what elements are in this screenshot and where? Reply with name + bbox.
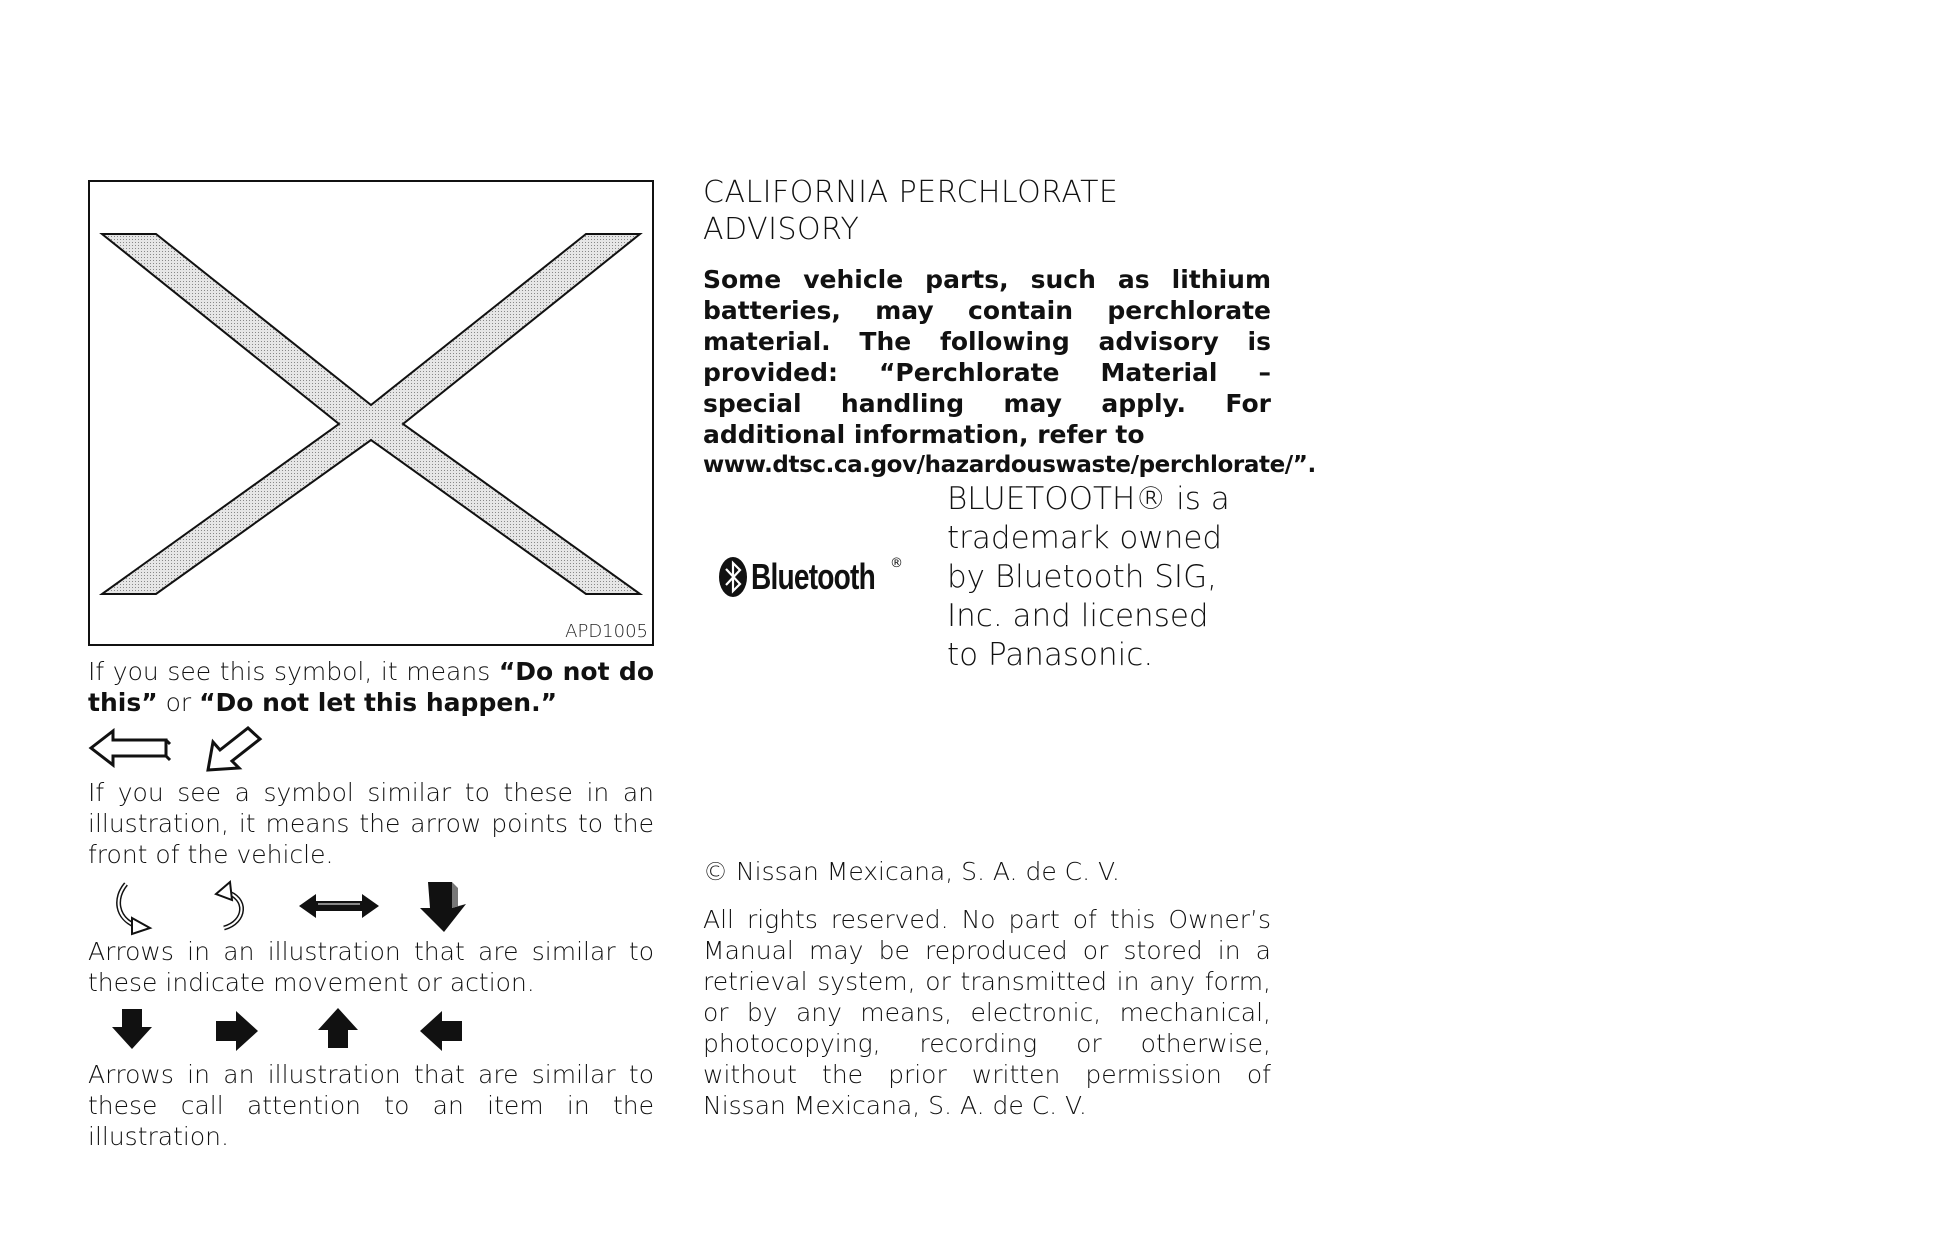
movement-arrow-paragraph: Arrows in an illustration that are similar to these indicate movement or action. — [88, 937, 654, 997]
copyright-notice: © Nissan Mexicana, S. A. de C. V. — [703, 857, 1120, 886]
x-prohibition-icon — [90, 182, 652, 644]
rotate-arrow-icon — [208, 880, 252, 936]
arrow-up-icon — [316, 1006, 360, 1050]
front-arrow-paragraph: If you see a symbol similar to these in an illustration, it means the arrow points to the front of the vehicle. — [88, 778, 654, 869]
attention-arrow-paragraph: Arrows in an illustration that are similar to these call attention to an item in the illustration. — [88, 1060, 654, 1151]
do-not-paragraph: If you see this symbol, it means “Do not do this” or “Do not let this happen.” — [88, 657, 654, 717]
arrow-right-icon — [214, 1010, 260, 1052]
rights-paragraph: All rights reserved. No part of this Owner’s Manual may be reproduced or stored in a retrieval system, or transmitted in any form, or by any means, electronic, mechanical, photocopying, recording or otherwise, without the prior written permission of Nissan Mexicana, S. A. de C. V. — [703, 905, 1271, 1120]
do-not-symbol-figure — [88, 180, 654, 646]
bluetooth-trademark-notice: BLUETOOTH® is a trademark owned by Bluetooth SIG, Inc. and licensed to Panasonic. — [947, 481, 1230, 673]
down-movement-arrow-icon — [418, 878, 470, 936]
arrow-left-icon — [418, 1010, 464, 1052]
curved-arrow-icon — [112, 880, 156, 936]
advisory-url: www.dtsc.ca.gov/hazardouswaste/perchlorate/”. — [703, 452, 1316, 478]
front-arrow-diagonal-icon — [204, 724, 266, 774]
front-arrow-left-icon — [88, 728, 172, 768]
figure-code: APD1005 — [565, 621, 648, 642]
arrow-down-icon — [110, 1007, 154, 1051]
bluetooth-logo: Bluetooth ® — [718, 556, 903, 598]
perchlorate-advisory: Some vehicle parts, such as lithium batteries, may contain perchlorate material. The following advisory is provided: “Perchlorate Material – special handling may apply. For additional information, refer to www.dtsc.ca.gov/hazardouswaste/perchlorate/”. — [703, 264, 1271, 481]
bluetooth-icon — [718, 556, 748, 598]
double-headed-arrow-icon — [296, 890, 382, 922]
page-title: CALIFORNIA PERCHLORATE ADVISORY — [703, 175, 1119, 247]
